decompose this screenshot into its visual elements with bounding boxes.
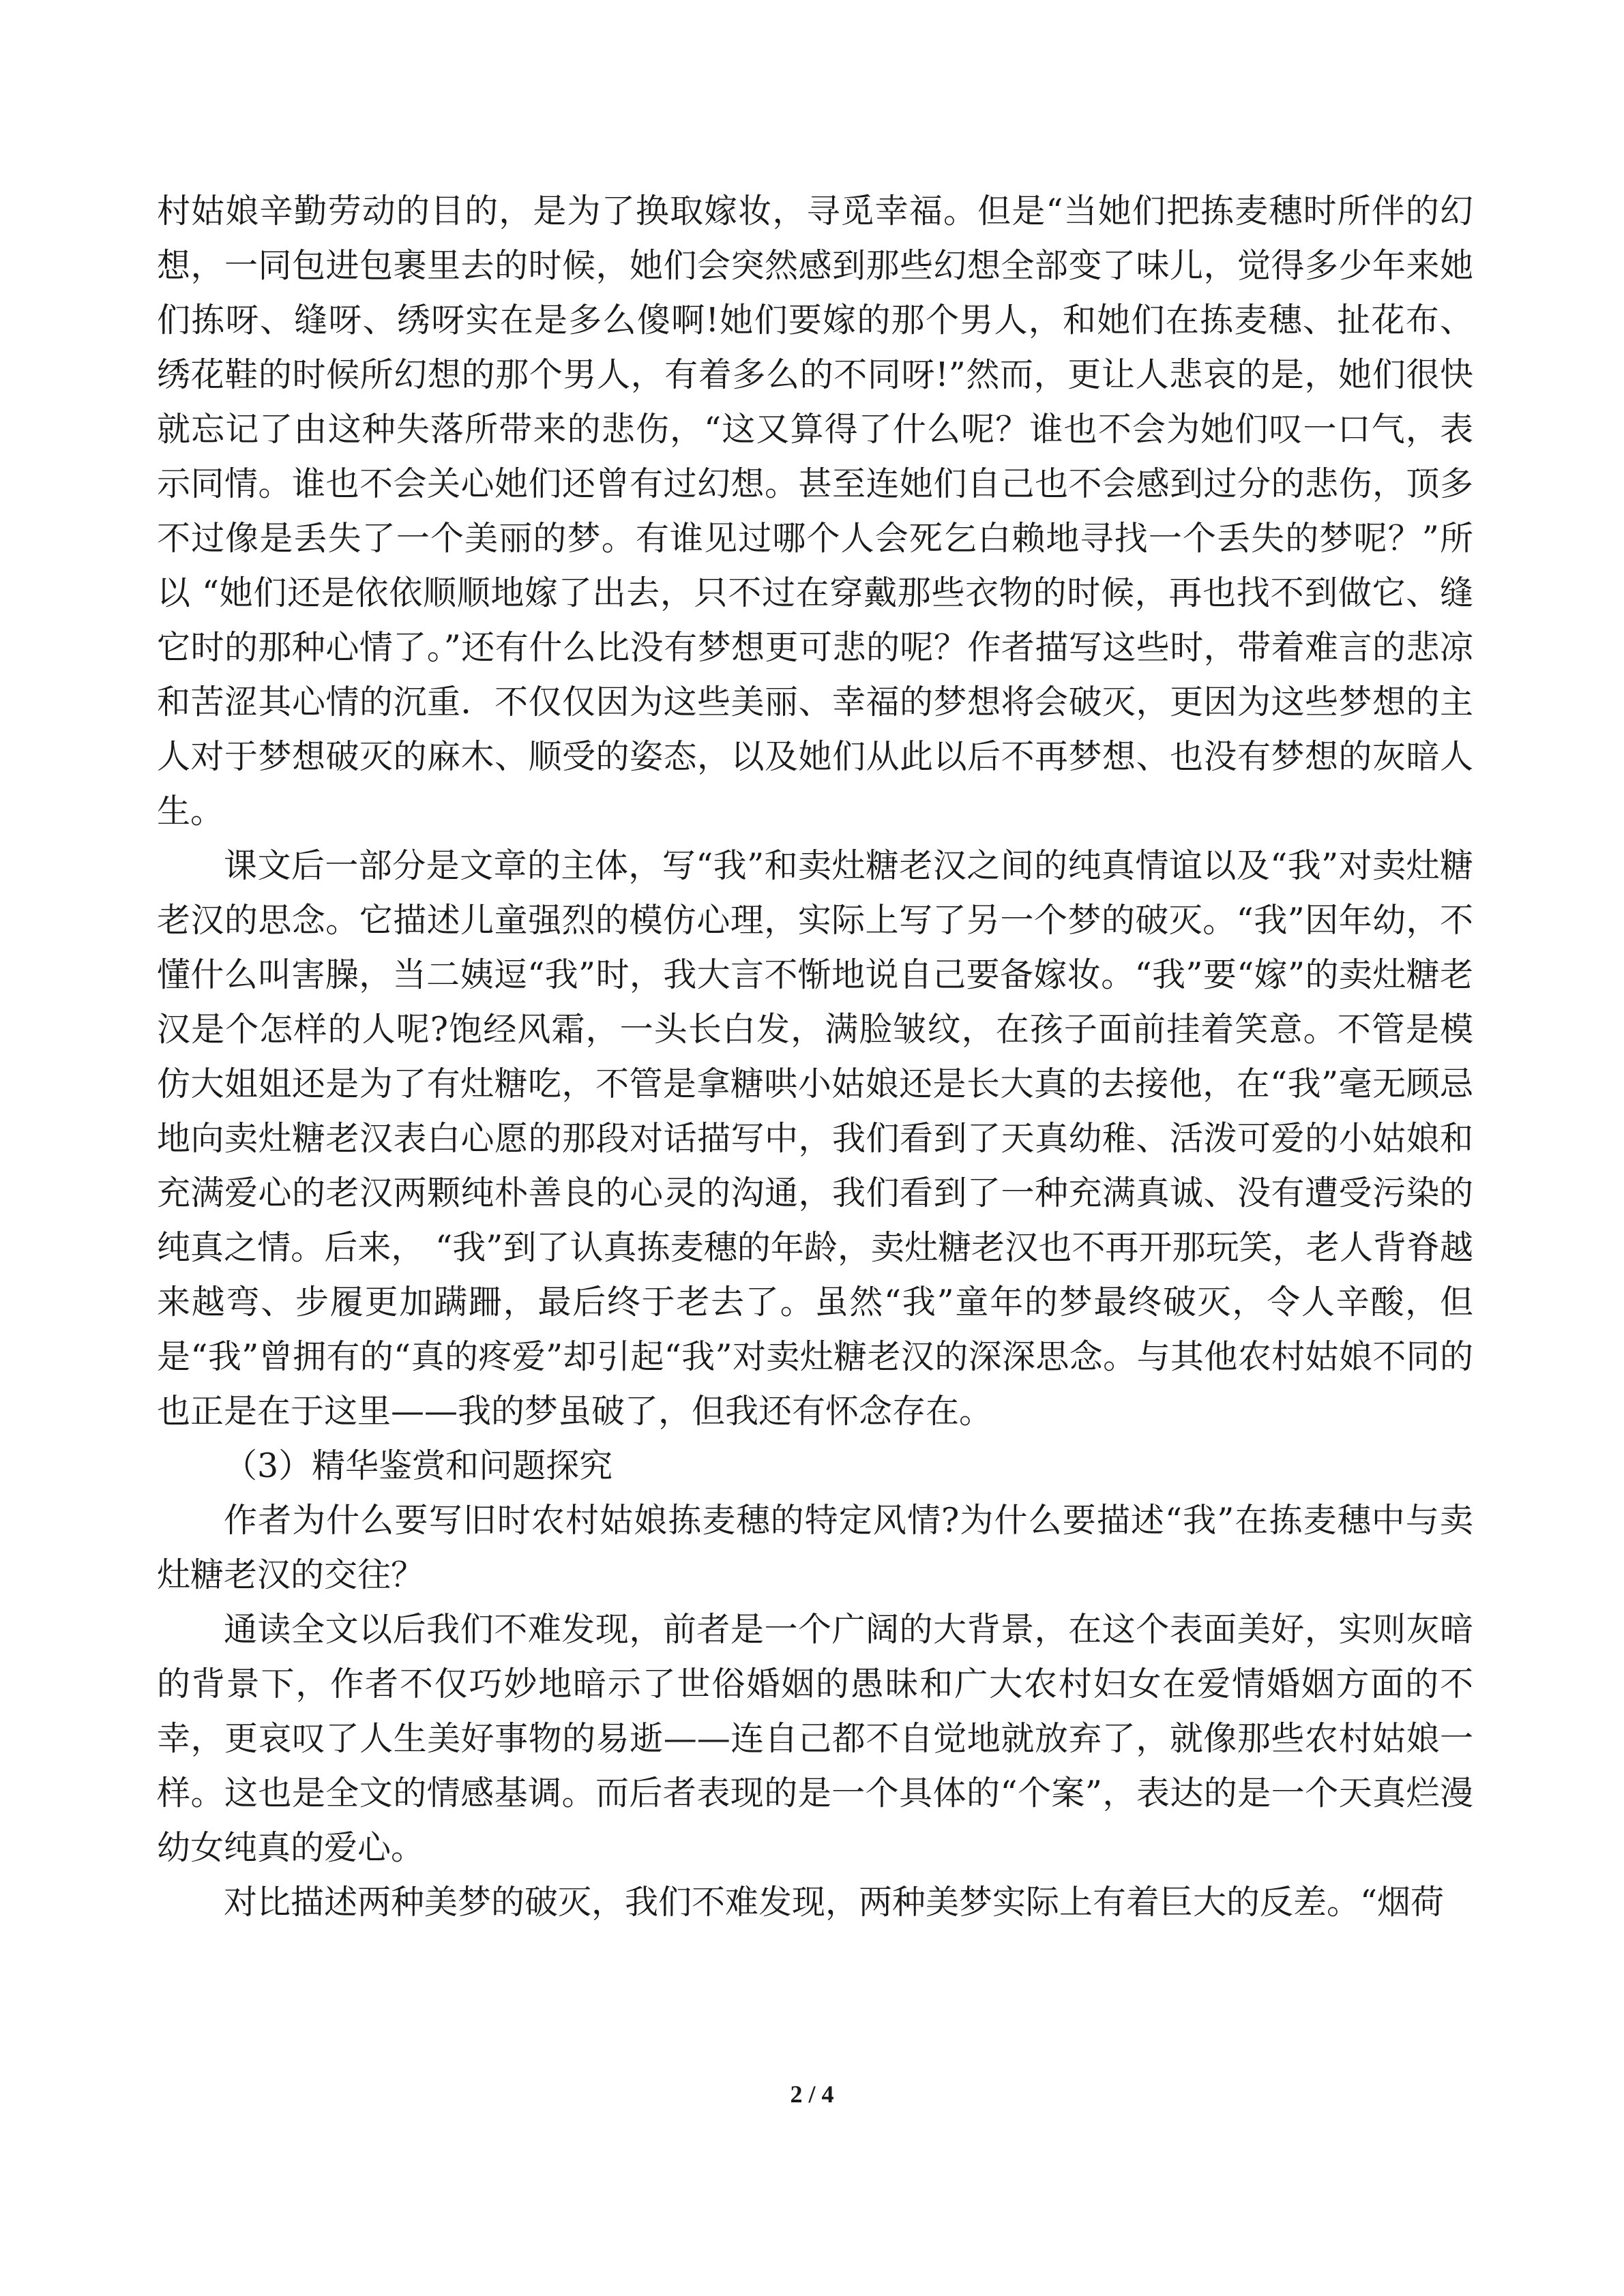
page-number: 2 / 4 <box>790 2081 834 2108</box>
paragraph-contrast: 对比描述两种美梦的破灭，我们不难发现，两种美梦实际上有着巨大的反差。“烟荷 <box>224 1883 1445 1922</box>
paragraph-main-body: 课文后一部分是文章的主体，写“我”和卖灶糖老汉之间的纯真情谊以及“我”对卖灶糖老汉的思念。它描述儿童强烈的模仿心理，实际上写了另一个梦的破灭。“我”因年幼，不懂什么叫害臊，当二姨逗“我”时，我大言不惭地说自己要备嫁妆。“我”要“嫁”的卖灶糖老汉是个怎样的人呢?饱经风霜，一头长白发，满脸皱纹，在孩子面前挂着笑意。不管是模仿大姐姐还是为了有灶糖吃，不管是拿糖哄小姑娘还是长大真的去接他，在“我”毫无顾忌地向卖灶糖老汉表白心愿的那段对话描写中，我们看到了天真幼稚、活泼可爱的小姑娘和充满爱心的老汉两颗纯朴善良的心灵的沟通，我们看到了一种充满真诚、没有遭受污染的纯真之情。后来， “我”到了认真拣麦穗的年龄，卖灶糖老汉也不再开那玩笑，老人背脊越来越弯、步履更加蹒跚，最后终于老去了。虽然“我”童年的梦最终破灭，令人辛酸，但是“我”曾拥有的“真的疼爱”却引起“我”对卖灶糖老汉的深深思念。与其他农村姑娘不同的也正是在于这里——我的梦虽破了，但我还有怀念存在。 <box>157 846 1473 1431</box>
document-body <box>157 184 1473 1930</box>
answer-paragraph: 通读全文以后我们不难发现，前者是一个广阔的大背景，在这个表面美好，实则灰暗的背景下，作者不仅巧妙地暗示了世俗婚姻的愚昧和广大农村妇女在爱情婚姻方面的不幸，更哀叹了人生美好事物的易逝——连自己都不自觉地就放弃了，就像那些农村姑娘一样。这也是全文的情感基调。而后者表现的是一个具体的“个案”，表达的是一个天真烂漫幼女纯真的爱心。 <box>157 1610 1473 1867</box>
section-heading: （3）精华鉴赏和问题探究 <box>224 1446 613 1485</box>
paragraph-continued: 村姑娘辛勤劳动的目的，是为了换取嫁妆，寻觅幸福。但是“当她们把拣麦穗时所伴的幻想，一同包进包裹里去的时候，她们会突然感到那些幻想全部变了味儿，觉得多少年来她们拣呀、缝呀、绣呀实在是多么傻啊!她们要嫁的那个男人，和她们在拣麦穗、扯花布、绣花鞋的时候所幻想的那个男人，有着多么的不同呀!”然而，更让人悲哀的是，她们很快就忘记了由这种失落所带来的悲伤，“这又算得了什么呢？谁也不会为她们叹一口气，表示同情。谁也不会关心她们还曾有过幻想。甚至连她们自己也不会感到过分的悲伤，顶多不过像是丢失了一个美丽的梦。有谁见过哪个人会死乞白赖地寻找一个丢失的梦呢？”所以 “她们还是依依顺顺地嫁了出去，只不过在穿戴那些衣物的时候，再也找不到做它、缝它时的那种心情了。”还有什么比没有梦想更可悲的呢？作者描写这些时，带着难言的悲凉和苦涩其心情的沉重．不仅仅因为这些美丽、幸福的梦想将会破灭，更因为这些梦想的主人对于梦想破灭的麻木、顺受的姿态，以及她们从此以后不再梦想、也没有梦想的灰暗人生。 <box>157 192 1473 831</box>
question-paragraph: 作者为什么要写旧时农村姑娘拣麦穗的特定风情?为什么要描述“我”在拣麦穗中与卖灶糖老汉的交往？ <box>157 1501 1473 1594</box>
